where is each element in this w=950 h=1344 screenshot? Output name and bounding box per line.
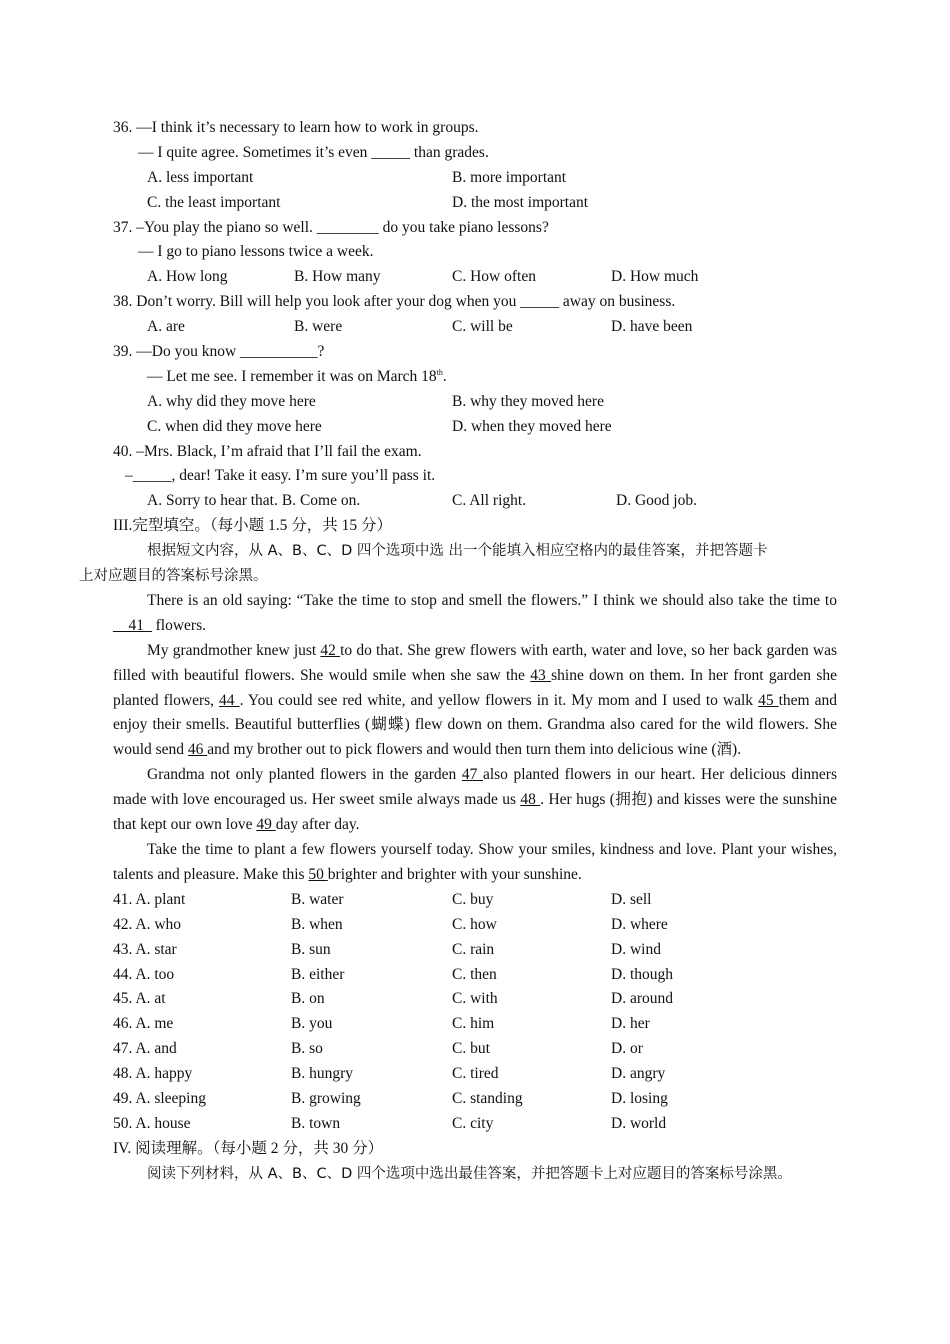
- option-c[interactable]: C. buy: [452, 890, 494, 908]
- q40-options: [113, 489, 837, 514]
- option-d[interactable]: D. though: [611, 965, 673, 983]
- cloze-options: [113, 888, 837, 1137]
- q36-option-d[interactable]: D. the most important: [452, 193, 589, 211]
- passage-text: . You could see red white, and yellow flowers in it. My mom and I used to walk: [239, 691, 759, 709]
- passage-text: Take the time to plant a few flowers yourself today. Show your smiles, kindness and love. Plant your wishes, talents and pleasure. Make this: [113, 841, 837, 883]
- q39-reply-sup: th: [436, 367, 443, 377]
- option-c[interactable]: C. then: [452, 965, 497, 983]
- section3-instruction-2: 上对应题目的答案标号涂黑。: [79, 568, 268, 585]
- q39-option-b[interactable]: B. why they moved here: [452, 392, 604, 410]
- q40-stem: 40. –Mrs. Black, I’m afraid that I’ll fail the exam.: [113, 442, 422, 460]
- section4-instruction: [113, 1162, 837, 1187]
- options-49: [113, 1087, 837, 1112]
- q38-option-c[interactable]: C. will be: [452, 318, 513, 336]
- q38-option-a[interactable]: A. are: [147, 318, 185, 336]
- option-d[interactable]: D. world: [611, 1114, 667, 1132]
- option-a[interactable]: 43. A. star: [113, 940, 177, 958]
- q37-reply: — I go to piano lessons twice a week.: [138, 243, 374, 261]
- q39-reply: [113, 365, 837, 390]
- option-a[interactable]: 47. A. and: [113, 1040, 177, 1058]
- q37-option-b[interactable]: B. How many: [294, 268, 381, 286]
- option-c[interactable]: C. standing: [452, 1089, 523, 1107]
- q38-option-b[interactable]: B. were: [294, 318, 343, 336]
- q36-reply: — I quite agree. Sometimes it’s even _____ than grades.: [138, 143, 489, 161]
- option-d[interactable]: D. around: [611, 990, 673, 1008]
- blank-41: __41_: [113, 616, 152, 634]
- options-44: [113, 963, 837, 988]
- passage-paragraph-3: [113, 763, 837, 838]
- passage-text: . Her hugs (拥抱) and kisses were the sunshine that kept our own love: [113, 791, 837, 834]
- section4-title: IV. 阅读理解。（每小题 2 分，共 30 分）: [113, 1139, 384, 1157]
- passage-text: flowers.: [151, 616, 206, 634]
- q38-option-d[interactable]: D. have been: [611, 318, 693, 336]
- q37-options: [113, 265, 837, 290]
- passage-text: them and enjoy their smells. Beautiful butterflies (蝴蝶) flew down on them. Grandma also cared for the wild flowers. She would send: [113, 691, 838, 759]
- q40-reply: –_____, dear! Take it easy. I’m sure you’ll pass it.: [125, 467, 436, 485]
- option-a[interactable]: 45. A. at: [113, 990, 166, 1008]
- q36-options-row2: [113, 191, 837, 216]
- blank-46: 46: [187, 741, 208, 759]
- q38-options: [113, 315, 837, 340]
- option-a[interactable]: 41. A. plant: [113, 890, 186, 908]
- blank-48: 48: [520, 791, 541, 809]
- option-d[interactable]: D. losing: [611, 1089, 668, 1107]
- passage-text: and my brother out to pick flowers and would then turn them into delicious wine (酒).: [207, 741, 742, 759]
- option-d[interactable]: D. or: [611, 1040, 643, 1058]
- passage-text: There is an old saying: “Take the time to stop and smell the flowers.” I think we should also take the time to: [147, 591, 837, 609]
- option-a[interactable]: 44. A. too: [113, 965, 175, 983]
- option-b[interactable]: B. you: [291, 1015, 333, 1033]
- q40-option-a[interactable]: A. Sorry to hear that.: [147, 492, 278, 510]
- exam-page: [79, 116, 838, 1187]
- option-c[interactable]: C. tired: [452, 1065, 499, 1083]
- option-a[interactable]: 42. A. who: [113, 915, 182, 933]
- q39-options-row2: [113, 415, 837, 440]
- option-b[interactable]: B. either: [291, 965, 345, 983]
- options-48: [113, 1062, 837, 1087]
- q37-stem: 37. –You play the piano so well. ________ do you take piano lessons?: [113, 218, 549, 236]
- option-a[interactable]: 49. A. sleeping: [113, 1089, 206, 1107]
- blank-45: 45: [758, 691, 779, 709]
- passage-text: Grandma not only planted flowers in the garden: [147, 766, 462, 784]
- option-c[interactable]: C. him: [452, 1015, 495, 1033]
- q39-options-row1: [113, 390, 837, 415]
- q36-option-a[interactable]: A. less important: [147, 168, 254, 186]
- q39-option-c[interactable]: C. when did they move here: [147, 417, 322, 435]
- blank-47: 47: [461, 766, 483, 784]
- q37-option-d[interactable]: D. How much: [611, 268, 699, 286]
- q36-option-c[interactable]: C. the least important: [147, 193, 281, 211]
- passage-paragraph-1: [113, 589, 837, 639]
- options-46: [113, 1012, 837, 1037]
- q36-options-row1: [113, 166, 837, 191]
- q37-option-a[interactable]: A. How long: [147, 268, 228, 286]
- option-c[interactable]: C. rain: [452, 940, 495, 958]
- option-b[interactable]: B. town: [291, 1114, 341, 1132]
- option-d[interactable]: D. her: [611, 1015, 650, 1033]
- q40-option-b[interactable]: B. Come on.: [281, 492, 361, 510]
- options-41: [113, 888, 837, 913]
- options-43: [113, 938, 837, 963]
- options-45: [113, 987, 837, 1012]
- options-50: [113, 1112, 837, 1137]
- passage-text: brighter and brighter with your sunshine.: [327, 865, 582, 883]
- q39-reply-end: .: [442, 367, 447, 385]
- option-a[interactable]: 48. A. happy: [113, 1065, 193, 1083]
- option-b[interactable]: B. water: [291, 890, 344, 908]
- option-d[interactable]: D. angry: [611, 1065, 666, 1083]
- section3-title: III.完型填空。（每小题 1.5 分，共 15 分）: [113, 517, 392, 535]
- option-b[interactable]: B. sun: [291, 940, 331, 958]
- option-c[interactable]: C. city: [452, 1114, 494, 1132]
- section4-instruction-text: 阅读下列材料，从 A、B、C、D 四个选项中选出最佳答案，并把答题卡上对应题目的答案标号涂黑。: [147, 1165, 792, 1182]
- q38-stem: 38. Don’t worry. Bill will help you look after your dog when you _____ away on business.: [113, 293, 676, 311]
- options-42: [113, 913, 837, 938]
- option-b[interactable]: B. when: [291, 915, 343, 933]
- option-d[interactable]: D. where: [611, 915, 668, 933]
- q39-stem: 39. —Do you know __________?: [113, 343, 325, 361]
- option-b[interactable]: B. on: [291, 990, 325, 1008]
- section3-instruction-1: 根据短文内容，从 A、B、C、D 四个选项中选 出一个能填入相应空格内的最佳答案，并把答题卡: [147, 543, 768, 560]
- blank-49: 49: [256, 816, 276, 834]
- q37-option-c[interactable]: C. How often: [452, 268, 536, 286]
- passage-text: also planted flowers in our heart. Her delicious dinners made with love encouraged us. Her sweet smile always made us: [113, 766, 837, 809]
- passage-text: My grandmother knew just: [147, 641, 321, 659]
- blank-43: 43: [530, 666, 552, 684]
- blank-50: 50: [308, 865, 328, 883]
- q36-option-b[interactable]: B. more important: [452, 168, 567, 186]
- q39-reply-text: — Let me see. I remember it was on March 18: [147, 367, 437, 385]
- q39-option-a[interactable]: A. why did they move here: [147, 392, 316, 410]
- option-d[interactable]: D. sell: [611, 890, 652, 908]
- option-c[interactable]: C. but: [452, 1040, 490, 1058]
- option-c[interactable]: C. how: [452, 915, 497, 933]
- passage-paragraph-4: [113, 838, 837, 888]
- q40-option-d[interactable]: D. Good job.: [616, 492, 697, 510]
- option-b[interactable]: B. so: [291, 1040, 323, 1058]
- q36-stem: 36. —I think it’s necessary to learn how to work in groups.: [113, 119, 479, 136]
- option-a[interactable]: 50. A. house: [113, 1114, 191, 1132]
- passage-text: to do that. She grew flowers with earth, water and love, so her back garden was filled with beautiful flowers. She would smile when she saw the: [113, 641, 838, 684]
- section3-instruction: [79, 539, 837, 589]
- option-b[interactable]: B. hungry: [291, 1065, 353, 1083]
- blank-44: 44: [219, 691, 240, 709]
- passage-text: shine down on them. In her front garden she planted flowers,: [113, 666, 838, 709]
- passage-text: day after day.: [275, 816, 360, 834]
- options-47: [113, 1037, 837, 1062]
- blank-42: 42: [320, 641, 341, 659]
- option-c[interactable]: C. with: [452, 990, 498, 1008]
- q39-option-d[interactable]: D. when they moved here: [452, 417, 612, 435]
- option-a[interactable]: 46. A. me: [113, 1015, 174, 1033]
- option-d[interactable]: D. wind: [611, 940, 661, 958]
- q40-option-c[interactable]: C. All right.: [452, 492, 527, 510]
- option-b[interactable]: B. growing: [291, 1089, 361, 1107]
- passage-paragraph-2: [113, 639, 837, 764]
